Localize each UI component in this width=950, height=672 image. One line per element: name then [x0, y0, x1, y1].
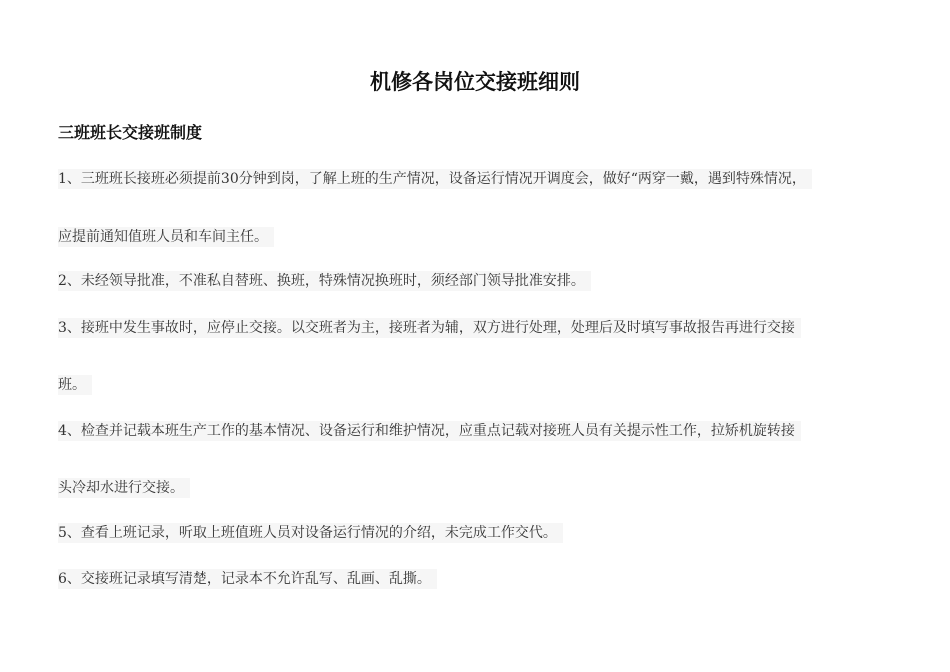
rule-item-1-line-2: 应提前通知值班人员和车间主任。: [58, 227, 274, 247]
rule-item-5: 5、查看上班记录，听取上班值班人员对设备运行情况的介绍，未完成工作交代。: [58, 523, 563, 543]
section-heading: 三班班长交接班制度: [58, 123, 203, 142]
rule-item-3-line-1: 3、接班中发生事故时，应停止交接。以交班者为主，接班者为辅，双方进行处理，处理后及时填写事故报告再进行交接: [58, 318, 801, 338]
document-title: 机修各岗位交接班细则: [370, 69, 580, 94]
rule-item-2: 2、未经领导批准，不准私自替班、换班，特殊情况换班时，须经部门领导批准安排。: [58, 271, 591, 291]
rule-item-4-line-1: 4、检查并记载本班生产工作的基本情况、设备运行和维护情况，应重点记载对接班人员有关提示性工作，拉矫机旋转接: [58, 421, 801, 441]
rule-item-1-line-1: 1、三班班长接班必须提前30分钟到岗，了解上班的生产情况，设备运行情况开调度会，做好“两穿一戴，遇到特殊情况，: [58, 169, 812, 189]
rule-item-3-line-2: 班。: [58, 375, 92, 395]
rule-item-4-line-2: 头冷却水进行交接。: [58, 478, 190, 498]
rule-item-6: 6、交接班记录填写清楚，记录本不允许乱写、乱画、乱撕。: [58, 569, 437, 589]
